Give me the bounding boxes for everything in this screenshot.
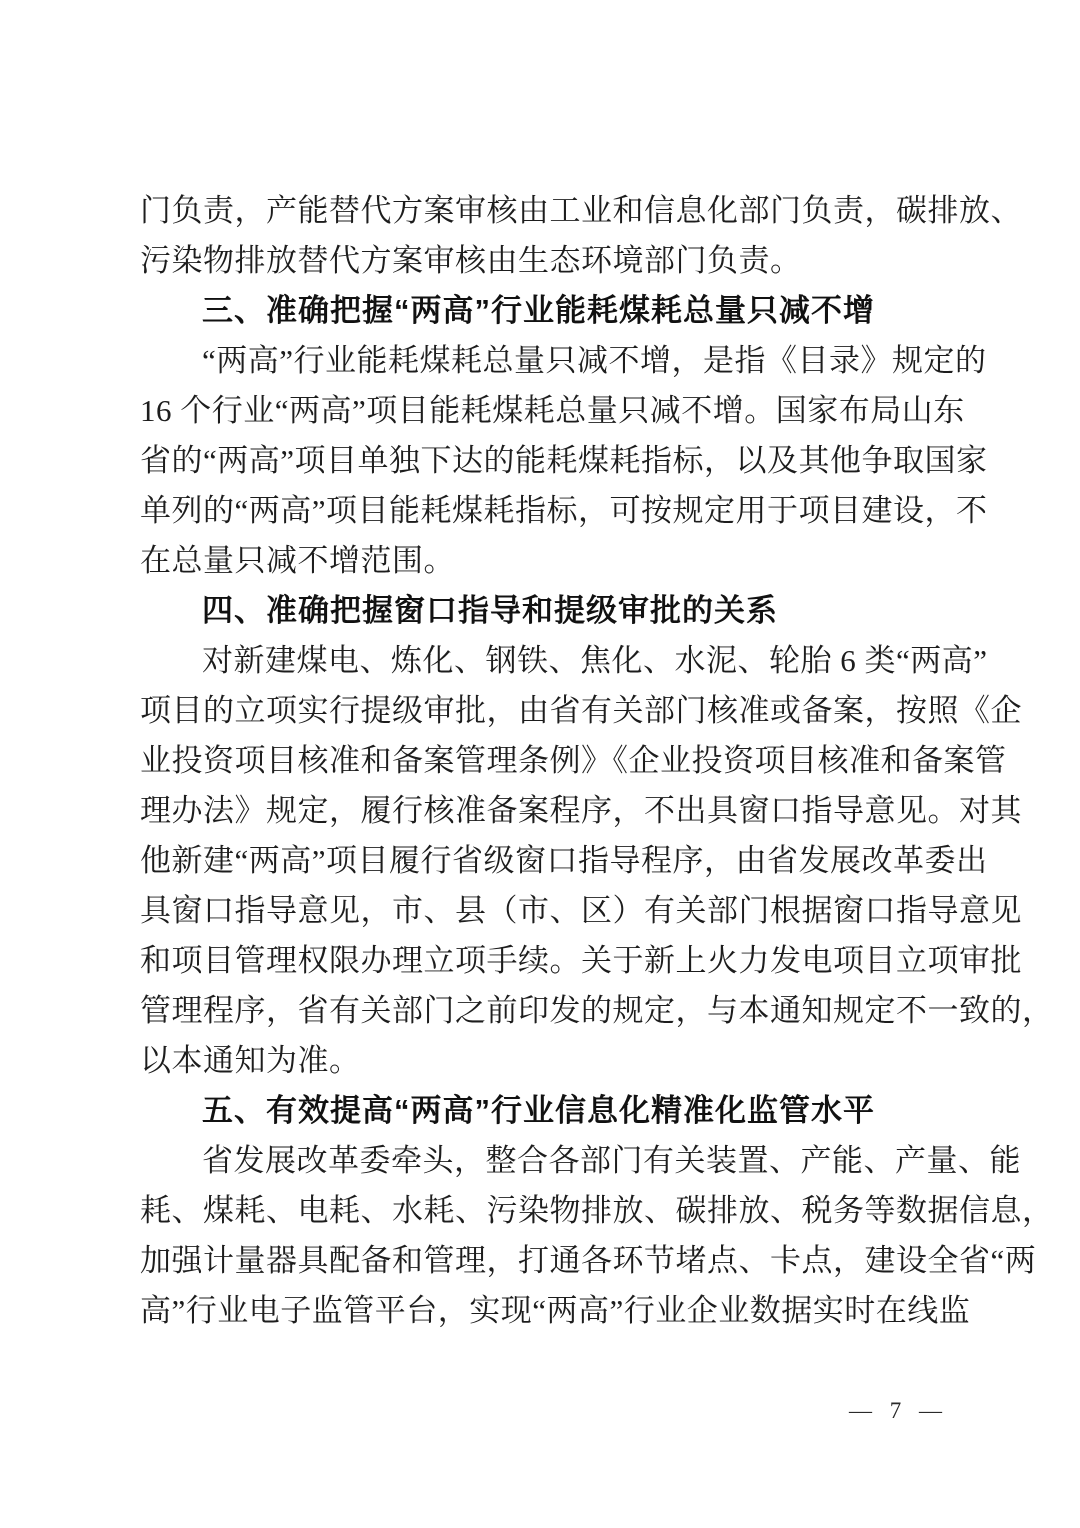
- text-line: 高”行业电子监管平台，实现“两高”行业企业数据实时在线监: [140, 1293, 971, 1328]
- page-number: — 7 —: [849, 1398, 948, 1423]
- text-line: 省的“两高”项目单独下达的能耗煤耗指标，以及其他争取国家: [140, 443, 988, 478]
- text-line: 在总量只减不增范围。: [140, 543, 455, 578]
- section-heading: 五、有效提高“两高”行业信息化精准化监管水平: [202, 1093, 875, 1128]
- document-body: [140, 186, 1054, 1336]
- text-line: 对新建煤电、炼化、钢铁、焦化、水泥、轮胎 6 类“两高”: [202, 643, 988, 678]
- text-line: 加强计量器具配备和管理，打通各环节堵点、卡点，建设全省“两: [140, 1243, 1037, 1278]
- text-line: 16 个行业“两高”项目能耗煤耗总量只减不增。国家布局山东: [140, 393, 965, 428]
- text-line: 和项目管理权限办理立项手续。关于新上火力发电项目立项审批: [140, 943, 1022, 978]
- text-line: 门负责，产能替代方案审核由工业和信息化部门负责，碳排放、: [140, 193, 1022, 228]
- text-line: 以本通知为准。: [140, 1043, 361, 1078]
- section-heading: 四、准确把握窗口指导和提级审批的关系: [202, 593, 778, 628]
- text-line: 理办法》规定，履行核准备案程序，不出具窗口指导意见。对其: [140, 793, 1022, 828]
- text-line: “两高”行业能耗煤耗总量只减不增，是指《目录》规定的: [202, 343, 987, 378]
- text-line: 耗、煤耗、电耗、水耗、污染物排放、碳排放、税务等数据信息，: [140, 1193, 1054, 1228]
- text-line: 业投资项目核准和备案管理条例》《企业投资项目核准和备案管: [140, 743, 1007, 778]
- text-line: 他新建“两高”项目履行省级窗口指导程序，由省发展改革委出: [140, 843, 988, 878]
- section-heading: 三、准确把握“两高”行业能耗煤耗总量只减不增: [202, 293, 875, 328]
- text-line: 省发展改革委牵头，整合各部门有关装置、产能、产量、能: [202, 1143, 1021, 1178]
- text-line: 单列的“两高”项目能耗煤耗指标，可按规定用于项目建设，不: [140, 493, 988, 528]
- text-line: 项目的立项实行提级审批，由省有关部门核准或备案，按照《企: [140, 693, 1022, 728]
- text-line: 污染物排放替代方案审核由生态环境部门负责。: [140, 243, 802, 278]
- text-line: 具窗口指导意见，市、县（市、区）有关部门根据窗口指导意见: [140, 893, 1022, 928]
- text-line: 管理程序，省有关部门之前印发的规定，与本通知规定不一致的，: [140, 993, 1054, 1028]
